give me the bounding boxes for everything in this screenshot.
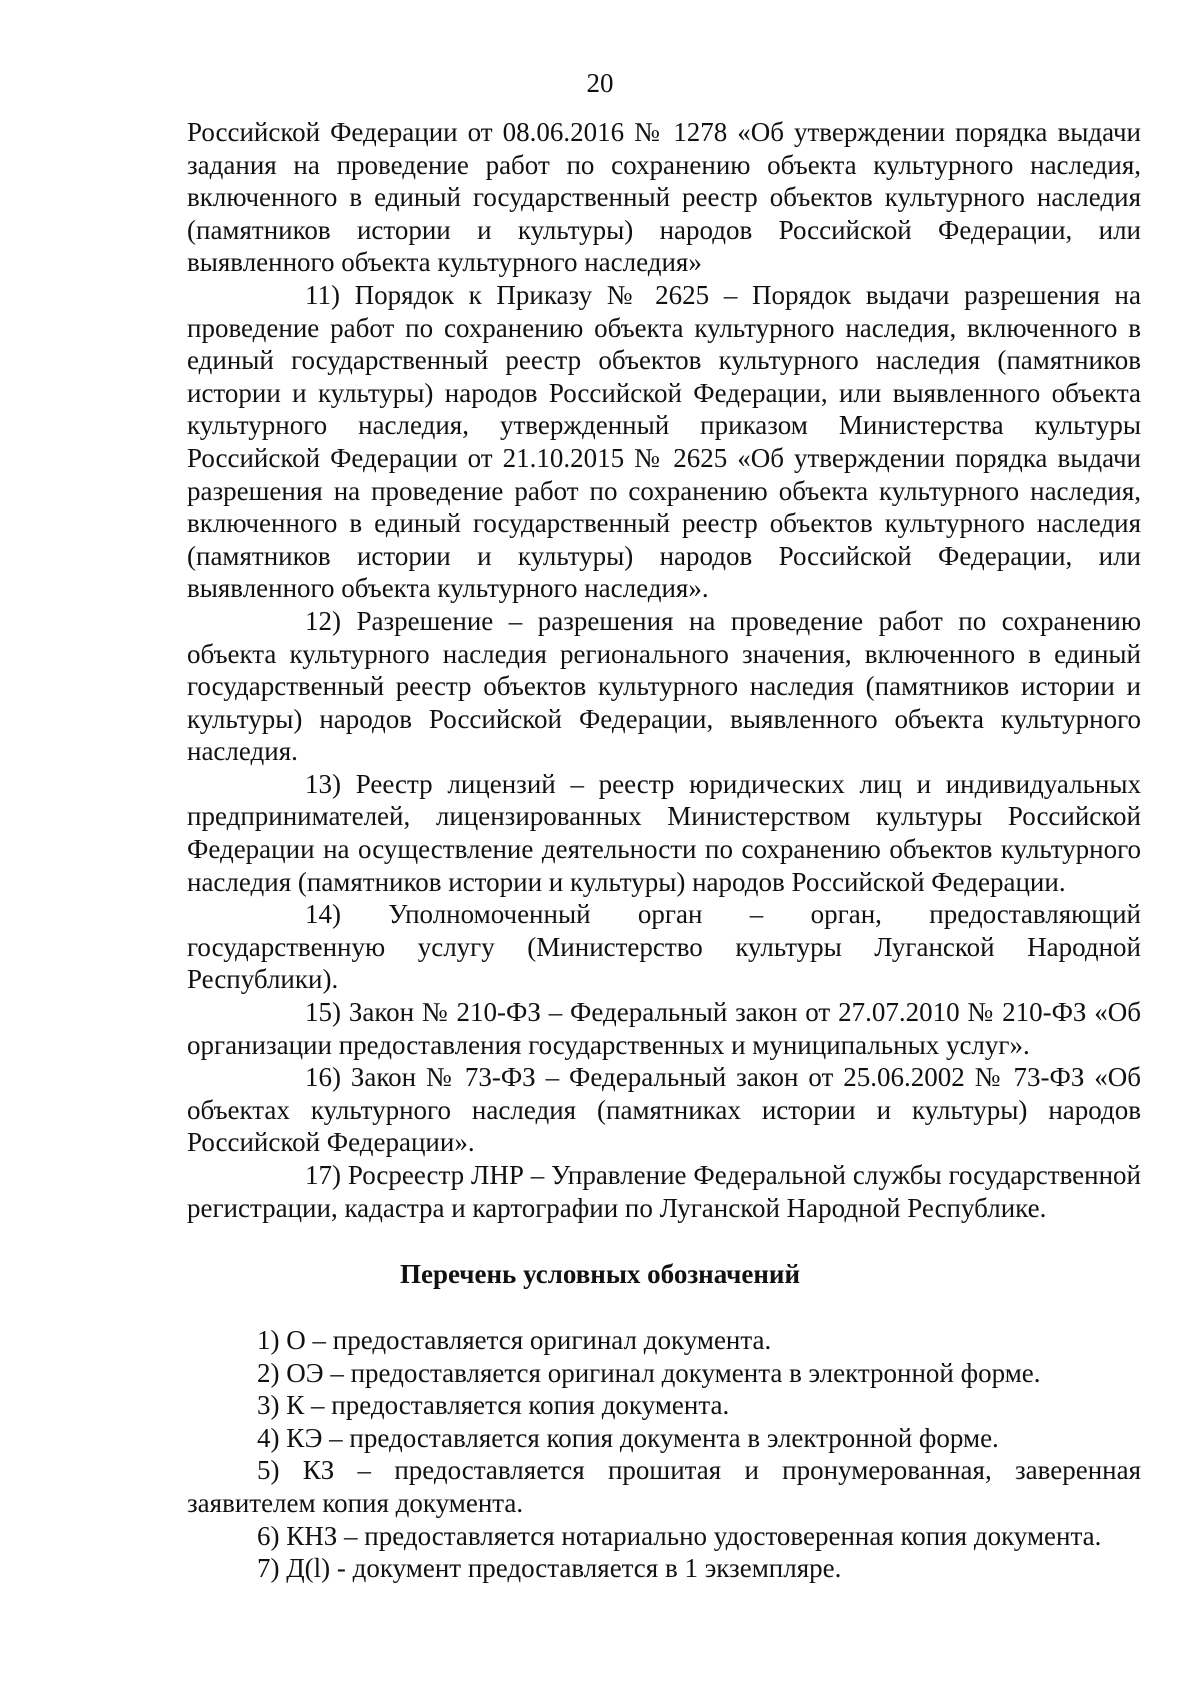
definitions-list xyxy=(187,116,1141,1224)
definition-item-16: 16) Закон № 73-ФЗ – Федеральный закон от 25.06.2002 № 73-ФЗ «Об объектах культурного наследия (памятниках истории и культуры) народов Российской Федерации». xyxy=(187,1062,1141,1158)
legend-item-5: 5) КЗ – предоставляется прошитая и пронумерованная, заверенная заявителем копия документа. xyxy=(187,1455,1141,1518)
page-number: 20 xyxy=(586,68,614,98)
definition-item-14: 14) Уполномоченный орган – орган, предоставляющий государственную услугу (Министерство культуры Луганской Народной Республики). xyxy=(187,899,1141,995)
definition-item-17: 17) Росреестр ЛНР – Управление Федеральной службы государственной регистрации, кадастра и картографии по Луганской Народной Республике. xyxy=(187,1160,1141,1223)
legend-heading: Перечень условных обозначений xyxy=(399,1259,801,1289)
legend-item-7: 7) Д(l) - документ предоставляется в 1 экземпляре. xyxy=(257,1553,842,1584)
definition-item-11: 11) Порядок к Приказу № 2625 – Порядок выдачи разрешения на проведение работ по сохранению объекта культурного наследия, включенного в единый государственный реестр объектов культурного наследия (памятников истории и культуры) народов Российской Федерации, или выявленного объекта культурного наследия, утвержденный приказом Министерства культуры Российской Федерации от 21.10.2015 № 2625 «Об утверждении порядка выдачи разрешения на проведение работ по сохранению объекта культурного наследия, включенного в единый государственный реестр объектов культурного наследия (памятников истории и культуры) народов Российской Федерации, или выявленного объекта культурного наследия». xyxy=(187,279,1141,604)
definition-item-13: 13) Реестр лицензий – реестр юридических лиц и индивидуальных предпринимателей, лицензированных Министерством культуры Российской Федерации на осуществление деятельности по сохранению объектов культурного наследия (памятников истории и культуры) народов Российской Федерации. xyxy=(187,768,1141,897)
definition-item-12: 12) Разрешение – разрешения на проведение работ по сохранению объекта культурного наследия регионального значения, включенного в единый государственный реестр объектов культурного наследия (памятников истории и культуры) народов Российской Федерации, выявленного объекта культурного наследия. xyxy=(187,605,1141,767)
definition-continuation: Российской Федерации от 08.06.2016 № 1278 «Об утверждении порядка выдачи задания на проведение работ по сохранению объекта культурного наследия, включенного в единый государственный реестр объектов культурного наследия (памятников истории и культуры) народов Российской Федерации, или выявленного объекта культурного наследия» xyxy=(187,117,1141,278)
legend-item-2: 2) ОЭ – предоставляется оригинал документа в электронной форме. xyxy=(257,1357,1041,1388)
legend-item-6: 6) КНЗ – предоставляется нотариально удостоверенная копия документа. xyxy=(257,1520,1102,1551)
legend-item-4: 4) КЭ – предоставляется копия документа в электронной форме. xyxy=(257,1422,999,1453)
legend-list xyxy=(187,1324,1141,1585)
definition-item-15: 15) Закон № 210-ФЗ – Федеральный закон от 27.07.2010 № 210-ФЗ «Об организации предоставления государственных и муниципальных услуг». xyxy=(187,997,1141,1060)
legend-item-1: 1) О – предоставляется оригинал документа. xyxy=(257,1325,772,1355)
legend-item-3: 3) К – предоставляется копия документа. xyxy=(257,1390,730,1421)
